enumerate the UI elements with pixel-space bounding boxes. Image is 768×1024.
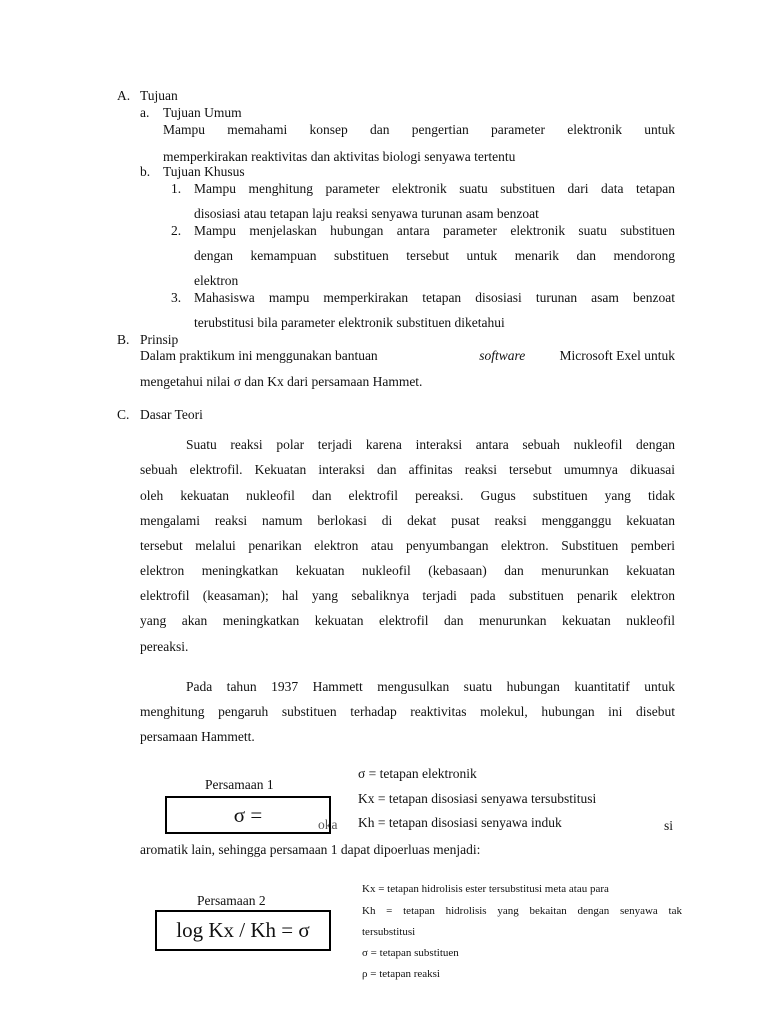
obscured-text-fragment: oka [318, 817, 338, 832]
list-item-number: 2. [171, 223, 182, 238]
subsection-b-marker: b. [140, 164, 151, 179]
section-b-marker: B. [117, 332, 130, 347]
list-item-line: Mahasiswa mampu memperkirakan tetapan disosiasi turunan asam benzoat [194, 290, 675, 305]
list-item-number: 1. [171, 181, 182, 196]
paragraph-line: oleh kekuatan nukleofil dan elektrofil pereaksi. Gugus substituen yang tidak [140, 488, 675, 503]
equation-2-label: Persamaan 2 [197, 893, 266, 908]
paragraph-line: persamaan Hammett. [140, 729, 255, 744]
equation-1-definition: σ = tetapan elektronik [358, 766, 477, 781]
section-b-title: Prinsip [140, 332, 179, 347]
tujuan-umum-line-1: Mampu memahami konsep dan pengertian parameter elektronik untuk [163, 122, 675, 137]
paragraph-line: elektrofil (keasaman); hal yang sebaliknya terjadi pada substituen penarik elektron [140, 588, 675, 603]
prinsip-line-2: mengetahui nilai σ dan Kx dari persamaan Hammet. [140, 374, 423, 389]
list-item-line: elektron [194, 273, 239, 288]
equation-1-definition: Kh = tetapan disosiasi senyawa induk [358, 815, 562, 830]
equation-1-continuation: aromatik lain, sehingga persamaan 1 dapat dipoerluas menjadi: [140, 842, 481, 857]
subsection-a-marker: a. [140, 105, 150, 120]
paragraph-line: mengalami reaksi namum berlokasi di dekat pusat reaksi mengganggu kekuatan [140, 513, 675, 528]
equation-2-formula: log Kx / Kh = σ [176, 918, 310, 942]
equation-1-box [165, 796, 331, 834]
section-a-marker: A. [117, 88, 131, 103]
prinsip-line-1-start: Dalam praktikum ini menggunakan bantuan [140, 348, 378, 363]
section-c-title: Dasar Teori [140, 407, 203, 422]
prinsip-line-1-end: Microsoft Exel untuk [559, 348, 675, 363]
paragraph-line: pereaksi. [140, 639, 189, 654]
prinsip-software-italic: software [479, 348, 526, 363]
equation-2-definition: Kh = tetapan hidrolisis yang bekaitan dengan senyawa tak [362, 905, 682, 917]
equation-1-formula: σ = [233, 802, 263, 827]
list-item-line: terubstitusi bila parameter elektronik substituen diketahui [194, 315, 505, 330]
tujuan-umum-title: Tujuan Umum [163, 105, 242, 120]
paragraph-line: elektron meningkatkan kekuatan nukleofil (kebasaan) dan menurunkan kekuatan [140, 563, 675, 578]
paragraph-line: Suatu reaksi polar terjadi karena interaksi antara sebuah nukleofil dengan [186, 437, 675, 452]
section-a-title: Tujuan [140, 88, 178, 103]
equation-2-definition: tersubstitusi [362, 926, 416, 938]
paragraph-line: menghitung pengaruh substituen terhadap reaktivitas molekul, hubungan ini disebut [140, 704, 675, 719]
equation-2-box [155, 910, 331, 951]
equation-2-definition: Kx = tetapan hidrolisis ester tersubstitusi meta atau para [362, 883, 609, 895]
tujuan-khusus-title: Tujuan Khusus [163, 164, 245, 179]
paragraph-line: tersebut melalui penarikan elektron atau penyumbangan elektron. Substituen pemberi [140, 538, 675, 553]
list-item-line: Mampu menghitung parameter elektronik suatu substituen dari data tetapan [194, 181, 675, 196]
paragraph-line: Pada tahun 1937 Hammett mengusulkan suatu hubungan kuantitatif untuk [186, 679, 675, 694]
paragraph-line: sebuah elektrofil. Kekuatan interaksi dan affinitas reaksi tersebut umumnya dikuasai [140, 462, 675, 477]
equation-1-label: Persamaan 1 [205, 777, 274, 792]
list-item-line: disosiasi atau tetapan laju reaksi senyawa turunan asam benzoat [194, 206, 539, 221]
section-c-marker: C. [117, 407, 130, 422]
list-item-line: Mampu menjelaskan hubungan antara parameter elektronik suatu substituen [194, 223, 675, 238]
tujuan-umum-line-2: memperkirakan reaktivitas dan aktivitas biologi senyawa tertentu [163, 149, 516, 164]
prinsip-line-1 [140, 349, 675, 363]
equation-2-definition: ρ = tetapan reaksi [362, 968, 440, 980]
equation-1-definition: Kx = tetapan disosiasi senyawa tersubstitusi [358, 791, 597, 806]
list-item-number: 3. [171, 290, 182, 305]
equation-2-definition: σ = tetapan substituen [362, 947, 459, 959]
list-item-line: dengan kemampuan substituen tersebut untuk menarik dan mendorong [194, 248, 675, 263]
paragraph-line: yang akan meningkatkan kekuatan elektrofil dan menurunkan kekuatan nukleofil [140, 613, 675, 628]
obscured-text-fragment-right: si [664, 818, 674, 833]
